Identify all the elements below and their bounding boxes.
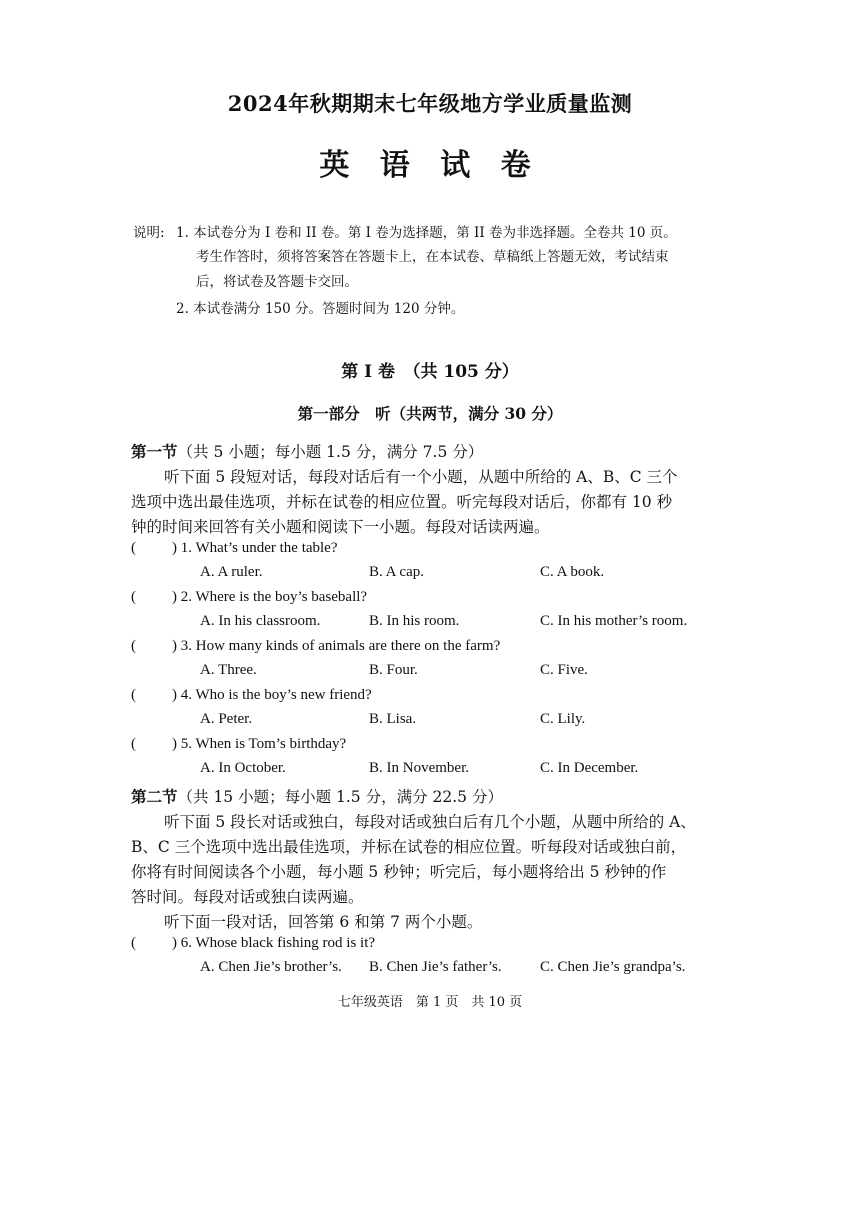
- section-2-directions-line2: B、C 三个选项中选出最佳选项，并标在试卷的相应位置。听每段对话或独白前，: [131, 838, 687, 856]
- answer-paren: (: [131, 589, 136, 605]
- option-c: C. In December.: [540, 760, 639, 776]
- question-stem: ) 5. When is Tom’s birthday?: [172, 736, 347, 752]
- question-stem: ) 4. Who is the boy’s new friend?: [172, 687, 372, 703]
- section-1-directions-line2: 选项中选出最佳选项，并标在试卷的相应位置。听完每段对话后，你都有 10 秒: [131, 493, 673, 511]
- option-b: B. Chen Jie’s father’s.: [369, 959, 502, 975]
- question-stem: ) 2. Where is the boy’s baseball?: [172, 589, 368, 605]
- question-stem: ) 3. How many kinds of animals are there on the farm?: [172, 638, 501, 654]
- instruction-1-line1: 1. 本试卷分为 I 卷和 II 卷。第 I 卷为选择题，第 II 卷为非选择题。全卷共 10 页。: [176, 225, 677, 241]
- part1-title: 第一部分 听（共两节，满分 30 分）: [297, 404, 563, 423]
- section-1-label: 第一节: [131, 442, 178, 461]
- section-1-directions-line1: 听下面 5 段短对话，每段对话后有一个小题，从题中所给的 A、B、C 三个: [164, 468, 678, 486]
- page-footer: 七年级英语 第 1 页 共 10 页: [337, 995, 523, 1010]
- option-c: C. In his mother’s room.: [540, 613, 688, 629]
- option-c: C. Five.: [540, 662, 588, 678]
- instruction-1-line3: 后，将试卷及答题卡交回。: [196, 274, 358, 290]
- option-a: A. Three.: [200, 662, 257, 678]
- answer-paren: (: [131, 935, 136, 951]
- volume-title: 第 I 卷 （共 105 分）: [341, 362, 519, 382]
- section-2-directions-line1: 听下面 5 段长对话或独白，每段对话或独白后有几个小题，从题中所给的 A、: [164, 813, 696, 831]
- section-2-directions-line3: 你将有时间阅读各个小题，每小题 5 秒钟；听完后，每小题将给出 5 秒钟的作: [131, 863, 667, 881]
- option-a: A. Chen Jie’s brother’s.: [200, 959, 342, 975]
- section-1-directions-line3: 钟的时间来回答有关小题和阅读下一小题。每段对话读两遍。: [131, 518, 550, 536]
- instructions-label: 说明:: [133, 225, 165, 241]
- option-c: C. A book.: [540, 564, 605, 580]
- instruction-2: 2. 本试卷满分 150 分。答题时间为 120 分钟。: [176, 301, 465, 317]
- section-2-sub-directions: 听下面一段对话，回答第 6 和第 7 两个小题。: [164, 913, 483, 931]
- option-a: A. A ruler.: [200, 564, 263, 580]
- option-c: C. Lily.: [540, 711, 586, 727]
- option-a: A. In his classroom.: [200, 613, 321, 629]
- option-c: C. Chen Jie’s grandpa’s.: [540, 959, 686, 975]
- section-1-meta: （共 5 小题；每小题 1.5 分，满分 7.5 分）: [177, 443, 484, 461]
- option-a: A. In October.: [200, 760, 286, 776]
- exam-subtitle: 英 语 试 卷: [319, 148, 541, 183]
- option-b: B. In November.: [369, 760, 469, 776]
- option-b: B. A cap.: [369, 564, 424, 580]
- section-2-meta: （共 15 小题；每小题 1.5 分，满分 22.5 分）: [177, 788, 503, 806]
- option-b: B. Lisa.: [369, 711, 417, 727]
- option-b: B. Four.: [369, 662, 418, 678]
- answer-paren: (: [131, 540, 136, 556]
- answer-paren: (: [131, 687, 136, 703]
- answer-paren: (: [131, 638, 136, 654]
- question-stem: ) 6. Whose black fishing rod is it?: [172, 935, 376, 951]
- question-stem: ) 1. What’s under the table?: [172, 540, 338, 556]
- section-2-directions-line4: 答时间。每段对话或独白读两遍。: [131, 888, 364, 906]
- option-b: B. In his room.: [369, 613, 460, 629]
- option-a: A. Peter.: [200, 711, 253, 727]
- answer-paren: (: [131, 736, 136, 752]
- instruction-1-line2: 考生作答时，须将答案答在答题卡上，在本试卷、草稿纸上答题无效，考试结束: [196, 249, 669, 265]
- exam-title: 2024年秋期期末七年级地方学业质量监测: [227, 91, 633, 116]
- section-2-label: 第二节: [131, 787, 178, 806]
